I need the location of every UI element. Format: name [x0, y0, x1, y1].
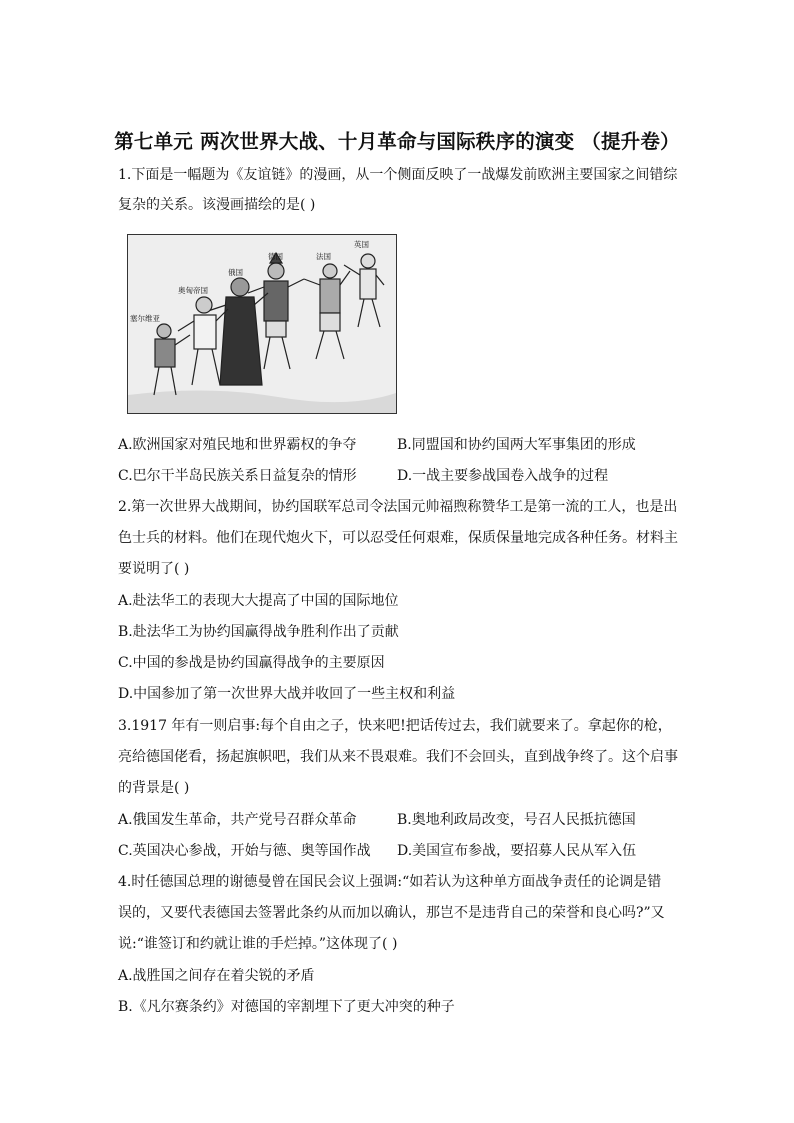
- q4-stem-line-2: 误的，又要代表德国去签署此条约从而加以确认，那岂不是违背自己的荣誉和良心吗?”又: [118, 905, 665, 921]
- cartoon-illustration: [128, 235, 396, 413]
- q2-stem-line-1: 2.第一次世界大战期间，协约国联军总司令法国元帅福煦称赞华工是第一流的工人，也是出: [118, 499, 678, 515]
- q4-option-b: B.《凡尔赛条约》对德国的宰割埋下了更大冲突的种子: [118, 999, 455, 1015]
- q4-option-a: A.战胜国之间存在着尖锐的矛盾: [118, 968, 315, 984]
- q1-stem-line-1: 1.下面是一幅题为《友谊链》的漫画，从一个侧面反映了一战爆发前欧洲主要国家之间错综: [118, 167, 678, 183]
- q4-stem-line-1: 4.时任德国总理的谢德曼曾在国民会议上强调:“如若认为这种单方面战争责任的论调是错: [118, 874, 662, 890]
- q1-option-b: B.同盟国和协约国两大军事集团的形成: [397, 437, 636, 453]
- q4-stem-line-3: 说:“谁签订和约就让谁的手烂掉。”这体现了( ): [118, 936, 398, 952]
- label-britain: 英国: [354, 240, 369, 249]
- label-serbia: 塞尔维亚: [130, 314, 160, 323]
- q2-option-a: A.赴法华工的表现大大提高了中国的国际地位: [118, 593, 399, 609]
- q3-option-a: A.俄国发生革命，共产党号召群众革命: [118, 812, 357, 828]
- q3-option-d: D.美国宣布参战，要招募人民从军入伍: [397, 843, 637, 859]
- q3-stem-line-2: 亮给德国佬看，扬起旗帜吧，我们从来不畏艰难。我们不会回头，直到战争终了。这个启事: [118, 749, 678, 765]
- friendship-chain-cartoon: [127, 234, 397, 414]
- q3-stem-line-1: 3.1917 年有一则启事:每个自由之子，快来吧!把话传过去，我们就要来了。拿起你的枪，: [118, 718, 672, 734]
- q1-option-a: A.欧洲国家对殖民地和世界霸权的争夺: [118, 437, 357, 453]
- q1-stem-line-2: 复杂的关系。该漫画描绘的是( ): [118, 197, 316, 213]
- q1-option-c: C.巴尔干半岛民族关系日益复杂的情形: [118, 468, 357, 484]
- label-france: 法国: [316, 252, 331, 261]
- q3-option-c: C.英国决心参战，开始与德、奥等国作战: [118, 843, 371, 859]
- q3-stem-line-3: 的背景是( ): [118, 780, 190, 796]
- q2-option-c: C.中国的参战是协约国赢得战争的主要原因: [118, 655, 385, 671]
- label-germany: 德国: [268, 252, 283, 261]
- q2-stem-line-2: 色士兵的材料。他们在现代炮火下，可以忍受任何艰难，保质保量地完成各种任务。材料主: [118, 530, 678, 546]
- q2-option-b: B.赴法华工为协约国赢得战争胜利作出了贡献: [118, 624, 399, 640]
- label-austria-hungary: 奥匈帝国: [178, 286, 208, 295]
- q1-option-d: D.一战主要参战国卷入战争的过程: [397, 468, 609, 484]
- q3-option-b: B.奥地利政局改变，号召人民抵抗德国: [397, 812, 636, 828]
- page-title: 第七单元 两次世界大战、十月革命与国际秩序的演变 （提升卷）: [114, 130, 680, 153]
- label-russia: 俄国: [228, 268, 243, 277]
- q2-stem-line-3: 要说明了( ): [118, 561, 190, 577]
- q2-option-d: D.中国参加了第一次世界大战并收回了一些主权和利益: [118, 686, 456, 702]
